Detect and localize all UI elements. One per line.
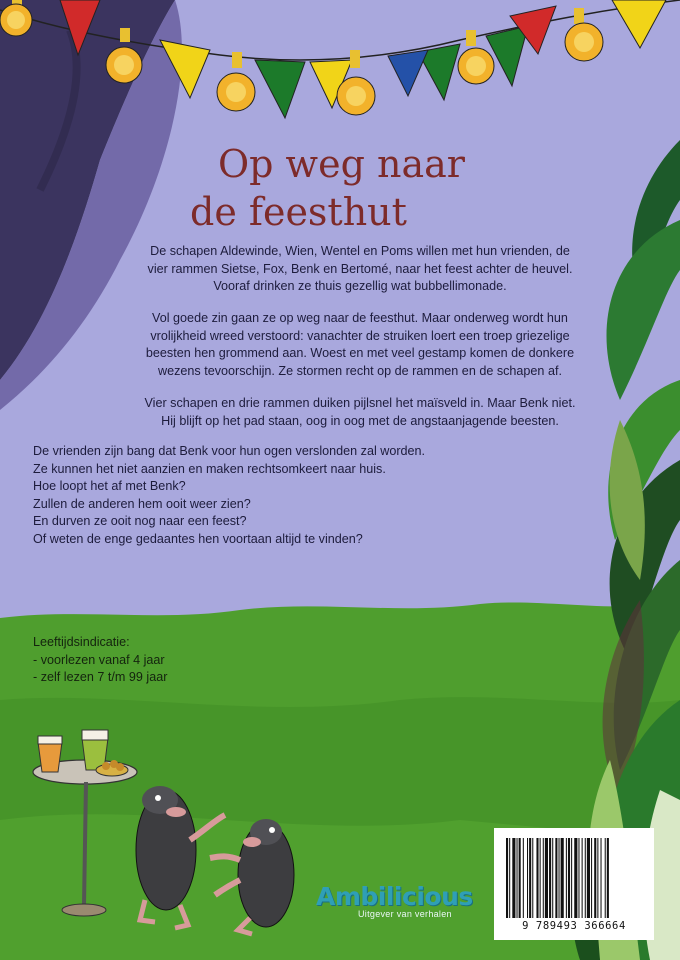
- barcode-bar: [517, 838, 518, 918]
- barcode-bar: [523, 838, 524, 918]
- question-line: Ze kunnen het niet aanzien en maken rechtsomkeert naar huis.: [33, 461, 386, 476]
- barcode-digits: 9 789493 366664: [522, 920, 626, 932]
- question-line: Hoe loopt het af met Benk?: [33, 479, 186, 494]
- barcode-bar: [582, 838, 583, 918]
- barcode-bar: [578, 838, 579, 918]
- question-line: Zullen de anderen hem ooit weer zien?: [33, 496, 251, 511]
- barcode-bar: [566, 838, 567, 918]
- publisher-name: Ambilicious: [316, 882, 473, 911]
- barcode-bars: [504, 838, 644, 918]
- barcode-bar: [536, 838, 538, 918]
- barcode-bar: [549, 838, 551, 918]
- blurb-paragraph-2: Vol goede zin gaan ze op weg naar de feesthut. Maar onderweg wordt hun vrolijkheid wreed verstoord: vanachter de struiken loert een troep griezelige beesten hen grommend aan. Woest en met veel gestamp komen de donkere wezens tevoorschijn. Ze stormen recht op de rammen en de schapen af.: [145, 311, 575, 378]
- publisher-logo: [316, 884, 476, 919]
- title-line-1: Op weg naar: [218, 142, 465, 186]
- barcode-bar: [527, 838, 528, 918]
- barcode-bar: [540, 838, 541, 918]
- glass-icon: [38, 736, 62, 772]
- barcode-bar: [585, 838, 586, 918]
- barcode-bar: [529, 838, 531, 918]
- barcode-bar: [543, 838, 544, 918]
- barcode-bar: [607, 838, 609, 918]
- barcode-bar: [561, 838, 564, 918]
- question-line: Of weten de enge gedaantes hen voortaan altijd te vinden?: [33, 531, 363, 546]
- question-line: De vrienden zijn bang dat Benk voor hun ogen verslonden zal worden.: [33, 444, 426, 458]
- barcode-bar: [509, 838, 510, 918]
- barcode-bar: [594, 838, 596, 918]
- barcode-bar: [601, 838, 602, 918]
- barcode-bar: [574, 838, 577, 918]
- age-heading: Leeftijdsindicatie:: [33, 635, 130, 649]
- barcode-bar: [568, 838, 570, 918]
- barcode-bar: [571, 838, 572, 918]
- barcode-bar: [532, 838, 533, 918]
- question-list: [33, 443, 453, 549]
- publisher-tagline: Uitgever van verhalen: [358, 909, 452, 919]
- isbn-barcode: [494, 828, 654, 940]
- barcode-bar: [545, 838, 548, 918]
- barcode-bar: [559, 838, 560, 918]
- barcode-bar: [512, 838, 515, 918]
- barcode-bar: [597, 838, 598, 918]
- age-item: - zelf lezen 7 t/m 99 jaar: [33, 670, 168, 685]
- title-line-2: de feesthut: [190, 190, 407, 234]
- age-indication: [33, 634, 167, 687]
- barcode-bar: [506, 838, 508, 918]
- age-item: - voorlezen vanaf 4 jaar: [33, 652, 165, 667]
- barcode-bar: [552, 838, 553, 918]
- blurb-paragraph-3: Vier schapen en drie rammen duiken pijlsnel het maïsveld in. Maar Benk niet. Hij blijft op het pad staan, oog in oog met de angstaanjagende beesten.: [144, 396, 576, 428]
- barcode-bar: [587, 838, 590, 918]
- barcode-bar: [555, 838, 557, 918]
- barcode-bar: [591, 838, 592, 918]
- question-line: En durven ze ooit nog naar een feest?: [33, 514, 247, 529]
- barcode-bar: [519, 838, 521, 918]
- blurb-paragraph-1: De schapen Aldewinde, Wien, Wentel en Poms willen met hun vrienden, de vier rammen Sietse, Fox, Benk en Bertomé, naar het feest achter de heuvel. Vooraf drinken ze thuis gezellig wat bubbellimonade.: [147, 244, 573, 294]
- barcode-bar: [605, 838, 606, 918]
